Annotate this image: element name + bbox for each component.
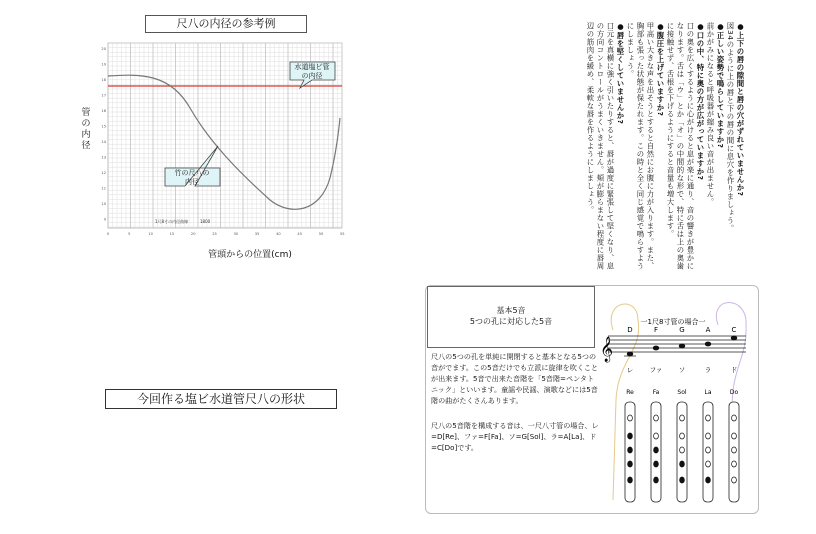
note-letter: F <box>653 326 659 334</box>
note-letter: D <box>627 326 633 334</box>
legend-small: 1尺8寸の内径曲線 <box>155 219 189 224</box>
tip-paragraph: 口の奥を広くするように心がけると息が楽に通り、音の響きが豊かになります。舌は「ウ」とか「オ」の中間的な形で、特に舌は上の奥歯に接触せず、舌根を下げるようにすると音量も増大します。 <box>666 22 695 270</box>
basic-title-2: 5つの孔に対応した5音 <box>469 317 553 326</box>
note-kana: レ <box>626 366 634 374</box>
y-tick-label: 15 <box>101 124 106 129</box>
x-tick-label: 40 <box>276 232 281 236</box>
shakuhachi-fingerings <box>625 402 739 502</box>
tip-paragraph: 口元を真横に強く引いたりすると、唇が過度に緊張して堅くなり、息の方向コントロールがうまくいきません。頬が膨らまない程度に唇周辺の筋肉を緩め、柔軟な唇を作るようにしましょう。 <box>586 22 615 270</box>
y-tick-label: 19 <box>101 62 106 67</box>
x-tick-label: 45 <box>297 232 302 236</box>
y-tick-label: 20 <box>101 47 106 51</box>
tip-paragraph: 図34のように上の唇と下の唇の間に息穴を作りましょう。 <box>726 22 735 233</box>
callout-bamboo-text-2: 内径 <box>185 178 199 186</box>
notes <box>624 326 738 396</box>
y-tick-label: 13 <box>101 155 106 160</box>
y-tick-label: 9 <box>103 217 106 222</box>
treble-clef-icon: 𝄞 <box>600 337 614 362</box>
note-kana: ラ <box>704 366 712 374</box>
shape-title: 今回作る塩ビ水道管尺八の形状 <box>105 389 337 409</box>
x-tick-label: 20 <box>190 232 196 236</box>
note-kana: ソ <box>678 366 686 374</box>
basic-tones-title-box <box>427 286 595 348</box>
practice-tips-text <box>445 22 745 272</box>
note-head <box>705 342 711 347</box>
x-tick-label: 55 <box>340 232 345 236</box>
tip-heading: ●口の中、特に奥の方が広がっていますか? <box>696 22 705 181</box>
staff-caption: 一1尺8寸管の場合一 <box>640 318 706 326</box>
callout-pipe-text-2: の内径 <box>301 72 323 80</box>
note-solfa: Sol <box>677 389 687 396</box>
x-tick-label: 5 <box>128 232 131 236</box>
note-head <box>679 344 685 349</box>
tip-paragraph: 甲高い大きな声を出そうとすると自然にお腹に力が入ります。また、胸部も張った状態が保たれます。この時と全く同じ感覚で鳴らすようにしましょう。 <box>626 22 655 270</box>
chart-title: 尺八の内径の参考例 <box>145 15 307 33</box>
y-tick-label: 12 <box>101 171 106 175</box>
x-tick-label: 25 <box>212 232 217 236</box>
tip-heading: ●正しい姿勢で鳴らしていますか? <box>716 22 725 149</box>
x-tick-label: 35 <box>254 232 260 236</box>
tip-paragraph: 前かがみになると呼吸器が縮み良い音が出ません。 <box>706 22 715 206</box>
chart-x-label: 管頭からの位置(cm) <box>208 250 292 260</box>
inner-diameter-chart <box>100 38 362 243</box>
staff-lines <box>608 336 746 352</box>
x-tick-label: 15 <box>169 232 175 236</box>
note-solfa: Re <box>626 389 634 396</box>
five-tones-staff <box>598 290 753 512</box>
note-head <box>731 336 737 341</box>
note-solfa: Fa <box>652 389 660 396</box>
note-letter: G <box>679 326 685 334</box>
x-tick-label: 50 <box>318 232 324 236</box>
x-tick-label: 30 <box>233 232 239 236</box>
legend-small-2: 1800 <box>200 219 211 224</box>
y-tick-label: 14 <box>101 140 106 144</box>
basic-description-2: 尺八の5音階を構成する音は、一尺八寸管の場合、レ=D[Re]、ファ=F[Fa]、ソ=G[Sol]、ラ=A[La]、ド=C[Do]です。 <box>431 421 599 452</box>
callout-bamboo-text-1: 竹の尺八の <box>174 169 210 177</box>
x-tick-label: 0 <box>106 232 110 236</box>
note-kana: ファ <box>649 366 663 374</box>
note-kana: ド <box>730 366 738 374</box>
tip-heading: ●腹圧を上げていますか? <box>656 22 665 117</box>
note-solfa: Do <box>729 389 739 396</box>
note-head <box>653 346 659 351</box>
y-tick-label: 11 <box>101 186 106 191</box>
tip-heading: ●唇を堅くしていませんか? <box>616 22 625 125</box>
note-letter: C <box>731 326 737 334</box>
y-tick-label: 17 <box>101 93 106 98</box>
y-tick-label: 18 <box>101 78 106 82</box>
basic-title-1: 基本5音 <box>496 306 526 315</box>
basic-description-1: 尺八の5つの孔を単純に開閉すると基本となる5つの音がでます。この5音だけでも立派に旋律を吹くことが出来ます。5音で出来た音階を「5音階=ペンタトニック」といいます。童謡や民謡、演歌などには5音階の曲がたくさんあります。 <box>431 352 599 405</box>
x-tick-label: 10 <box>148 232 153 236</box>
note-letter: A <box>705 326 711 334</box>
y-tick-label: 16 <box>101 109 106 113</box>
y-tick-label: 10 <box>101 202 106 206</box>
chart-y-label: 管の内径 <box>81 108 91 151</box>
note-solfa: La <box>704 389 712 396</box>
tip-heading: ●上下の唇の隙間と唇の穴がずれていませんか? <box>736 22 745 197</box>
callout-pipe-text-1: 水道塩ビ管 <box>294 63 330 71</box>
